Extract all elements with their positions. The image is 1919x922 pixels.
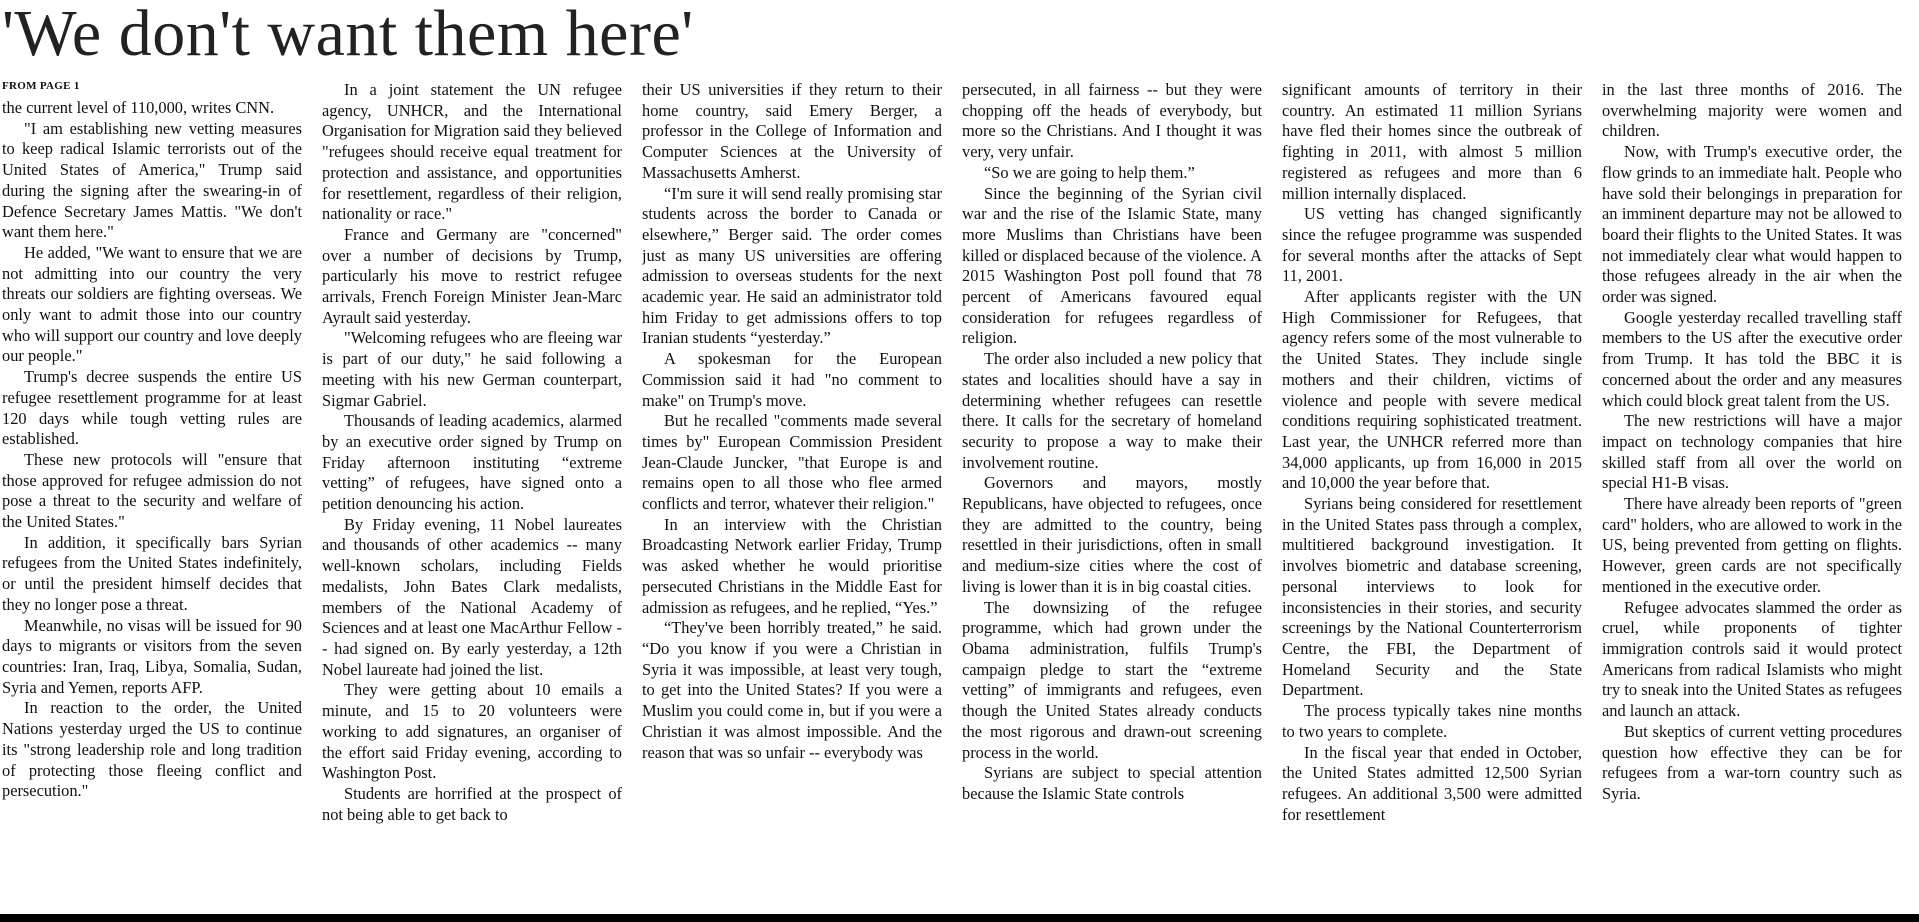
paragraph: Trump's decree suspends the entire US refugee resettlement programme for at least 120 days while tough vetting rules are established. <box>2 367 302 449</box>
paragraph: There have already been reports of "green card" holders, who are allowed to work in the US, being prevented from getting on flights. However, green cards are not specifically mentioned in the executive order. <box>1602 494 1902 596</box>
paragraph: Now, with Trump's executive order, the flow grinds to an immediate halt. People who have sold their belongings in preparation for an imminent departure may not be allowed to board their flights to the United States. It was not immediately clear what would happen to those refugees already in the air when the order was signed. <box>1602 142 1902 307</box>
paragraph: These new protocols will "ensure that those approved for refugee admission do not pose a threat to the security and welfare of the United States." <box>2 449 302 532</box>
paragraph: But skeptics of current vetting procedures question how effective they can be for refugees from a war-torn country such as Syria. <box>1602 721 1902 803</box>
paragraph: Syrians being considered for resettlement in the United States pass through a complex, multitiered background investigation. It involves biometric and database screening, personal interviews to look for inconsistencies in their stories, and security screenings by the National Counterterrorism Centre, the FBI, the Department of Homeland Security and the State Department. <box>1282 494 1582 700</box>
paragraph: "Welcoming refugees who are fleeing war is part of our duty," he said following a meeting with his new German counterpart, Sigmar Gabriel. <box>322 328 622 410</box>
paragraph: They were getting about 10 emails a minute, and 15 to 20 volunteers were working to add signatures, an organiser of the effort said Friday evening, according to Washington Post. <box>322 680 622 783</box>
paragraph: “So we are going to help them.” <box>984 162 1195 182</box>
paragraph: Governors and mayors, mostly Republicans, have objected to refugees, once they are admitted to the country, being resettled in their jurisdictions, often in small and medium-size cities where the cost of living is lower than it is in big coastal cities. <box>962 473 1262 596</box>
paragraph: in the last three months of 2016. The overwhelming majority were women and children. <box>1602 80 1902 141</box>
paragraph: “They've been horribly treated,” he said. “Do you know if you were a Christian in Syria it was impossible, at least very tough, to get into the United States? If you were a Muslim you could come in, but if you were a Christian it was almost impossible. And the reason that was so unfair -- everybody was <box>642 618 942 762</box>
paragraph: In addition, it specifically bars Syrian refugees from the United States indefinitely, or until the president himself decides that they no longer pose a threat. <box>2 532 302 614</box>
column-3 <box>642 80 942 915</box>
paragraph: Students are horrified at the prospect of not being able to get back to <box>322 783 622 824</box>
paragraph: But he recalled "comments made several times by" European Commission President Jean-Claude Juncker, "that Europe is and remains open to all those who flee armed conflicts and terror, whatever their religion." <box>642 411 942 514</box>
paragraph: US vetting has changed significantly since the refugee programme was suspended for several months after the attacks of Sept 11, 2001. <box>1282 204 1582 286</box>
paragraph: Refugee advocates slammed the order as cruel, while proponents of tighter immigration controls said it would protect Americans from radical Islamists who might try to sneak into the United States as refugees and launch an attack. <box>1602 597 1902 721</box>
column-2 <box>322 80 622 915</box>
paragraph: their US universities if they return to their home country, said Emery Berger, a professor in the College of Information and Computer Sciences at the University of Massachusetts Amherst. <box>642 80 942 182</box>
column-5 <box>1282 80 1582 915</box>
paragraph: France and Germany are "concerned" over a number of decisions by Trump, particularly his move to restrict refugee arrivals, French Foreign Minister Jean-Marc Ayrault said yesterday. <box>322 224 622 327</box>
paragraph: By Friday evening, 11 Nobel laureates and thousands of other academics -- many well-known scholars, including Fields medalists, John Bates Clark medalists, members of the National Academy of Sciences and at least one MacArthur Fellow -- had signed on. By early yesterday, a 12th Nobel laureate had joined the list. <box>322 514 622 679</box>
paragraph: In an interview with the Christian Broadcasting Network earlier Friday, Trump was asked whether he would prioritise persecuted Christians in the Middle East for admission as refugees, and he replied, “Yes.” <box>642 514 942 617</box>
paragraph: The process typically takes nine months to two years to complete. <box>1282 701 1582 741</box>
paragraph: Since the beginning of the Syrian civil war and the rise of the Islamic State, many more Muslims than Christians have been killed or displaced because of the violence. A 2015 Washington Post poll found that 78 percent of Americans favoured equal consideration for refugees regardless of religion. <box>962 183 1262 348</box>
paragraph: The order also included a new policy that states and localities should have a say in determining whether refugees can resettle there. It calls for the secretary of homeland security to propose a way to make their involvement routine. <box>962 349 1262 472</box>
article-body <box>2 80 1907 915</box>
paragraph: He added, "We want to ensure that we are not admitting into our country the very threats our soldiers are fighting overseas. We only want to admit those into our country who will support our country and love deeply our people." <box>2 242 302 366</box>
paragraph: persecuted, in all fairness -- but they were chopping off the heads of everybody, but more so the Christians. And I thought it was very, very unfair. <box>962 80 1262 162</box>
paragraph: Syrians are subject to special attention because the Islamic State controls <box>962 763 1262 803</box>
paragraph: the current level of 110,000, writes CNN. <box>2 98 275 117</box>
paragraph: In a joint statement the UN refugee agency, UNHCR, and the International Organisation for Migration said they believed "refugees should receive equal treatment for protection and assistance, and opportunities for resettlement, regardless of their religion, nationality or race." <box>322 80 622 224</box>
headline: 'We don't want them here' <box>2 0 694 70</box>
paragraph: A spokesman for the European Commission said it had "no comment to make" on Trump's move. <box>642 349 942 410</box>
column-4 <box>962 80 1262 915</box>
paragraph: “I'm sure it will send really promising star students across the border to Canada or elsewhere,” Berger said. The order comes just as many US universities are offering admission to overseas students for the next academic year. He said an administrator told him Friday to get admissions offers to top Iranian students “yesterday.” <box>642 183 942 348</box>
kicker-from-page-1: FROM PAGE 1 <box>2 80 80 92</box>
paragraph: significant amounts of territory in their country. An estimated 11 million Syrians have fled their homes since the outbreak of fighting in 2011, with almost 5 million registered as refugees and more than 6 million internally displaced. <box>1282 80 1582 203</box>
paragraph: After applicants register with the UN High Commissioner for Refugees, that agency refers some of the most vulnerable to the United States. They include single mothers and their children, victims of violence and people with severe medical conditions requiring sophisticated treatment. Last year, the UNHCR referred more than 34,000 applicants, up from 16,000 in 2015 and 10,000 the year before that. <box>1282 287 1582 493</box>
paragraph: Meanwhile, no visas will be issued for 90 days to migrants or visitors from the seven countries: Iran, Iraq, Libya, Somalia, Sudan, Syria and Yemen, reports AFP. <box>2 615 302 697</box>
column-1 <box>2 98 302 915</box>
paragraph: In the fiscal year that ended in October, the United States admitted 12,500 Syrian refugees. An additional 3,500 were admitted for resettlement <box>1282 742 1582 824</box>
paragraph: In reaction to the order, the United Nations yesterday urged the US to continue its "strong leadership role and long tradition of protecting those fleeing conflict and persecution." <box>2 698 302 801</box>
paragraph: The downsizing of the refugee programme, which had grown under the Obama administration, fulfils Trump's campaign pledge to start the “extreme vetting” of immigrants and refugees, even though the United States already conducts the most rigorous and drawn-out screening process in the world. <box>962 597 1262 762</box>
column-6 <box>1602 80 1902 915</box>
paragraph: Thousands of leading academics, alarmed by an executive order signed by Trump on Friday afternoon instituting “extreme vetting” of refugees, have signed onto a petition denouncing his action. <box>322 411 622 514</box>
paragraph: "I am establishing new vetting measures to keep radical Islamic terrorists out of the United States of America," Trump said during the signing after the swearing-in of Defence Secretary James Mattis. "We don't want them here." <box>2 118 302 242</box>
paragraph: The new restrictions will have a major impact on technology companies that hire skilled staff from all over the world on special H1-B visas. <box>1602 411 1902 493</box>
bottom-rule <box>0 914 1919 922</box>
paragraph: Google yesterday recalled travelling staff members to the US after the executive order from Trump. It has told the BBC it is concerned about the order and any measures which could block great talent from the US. <box>1602 307 1902 410</box>
